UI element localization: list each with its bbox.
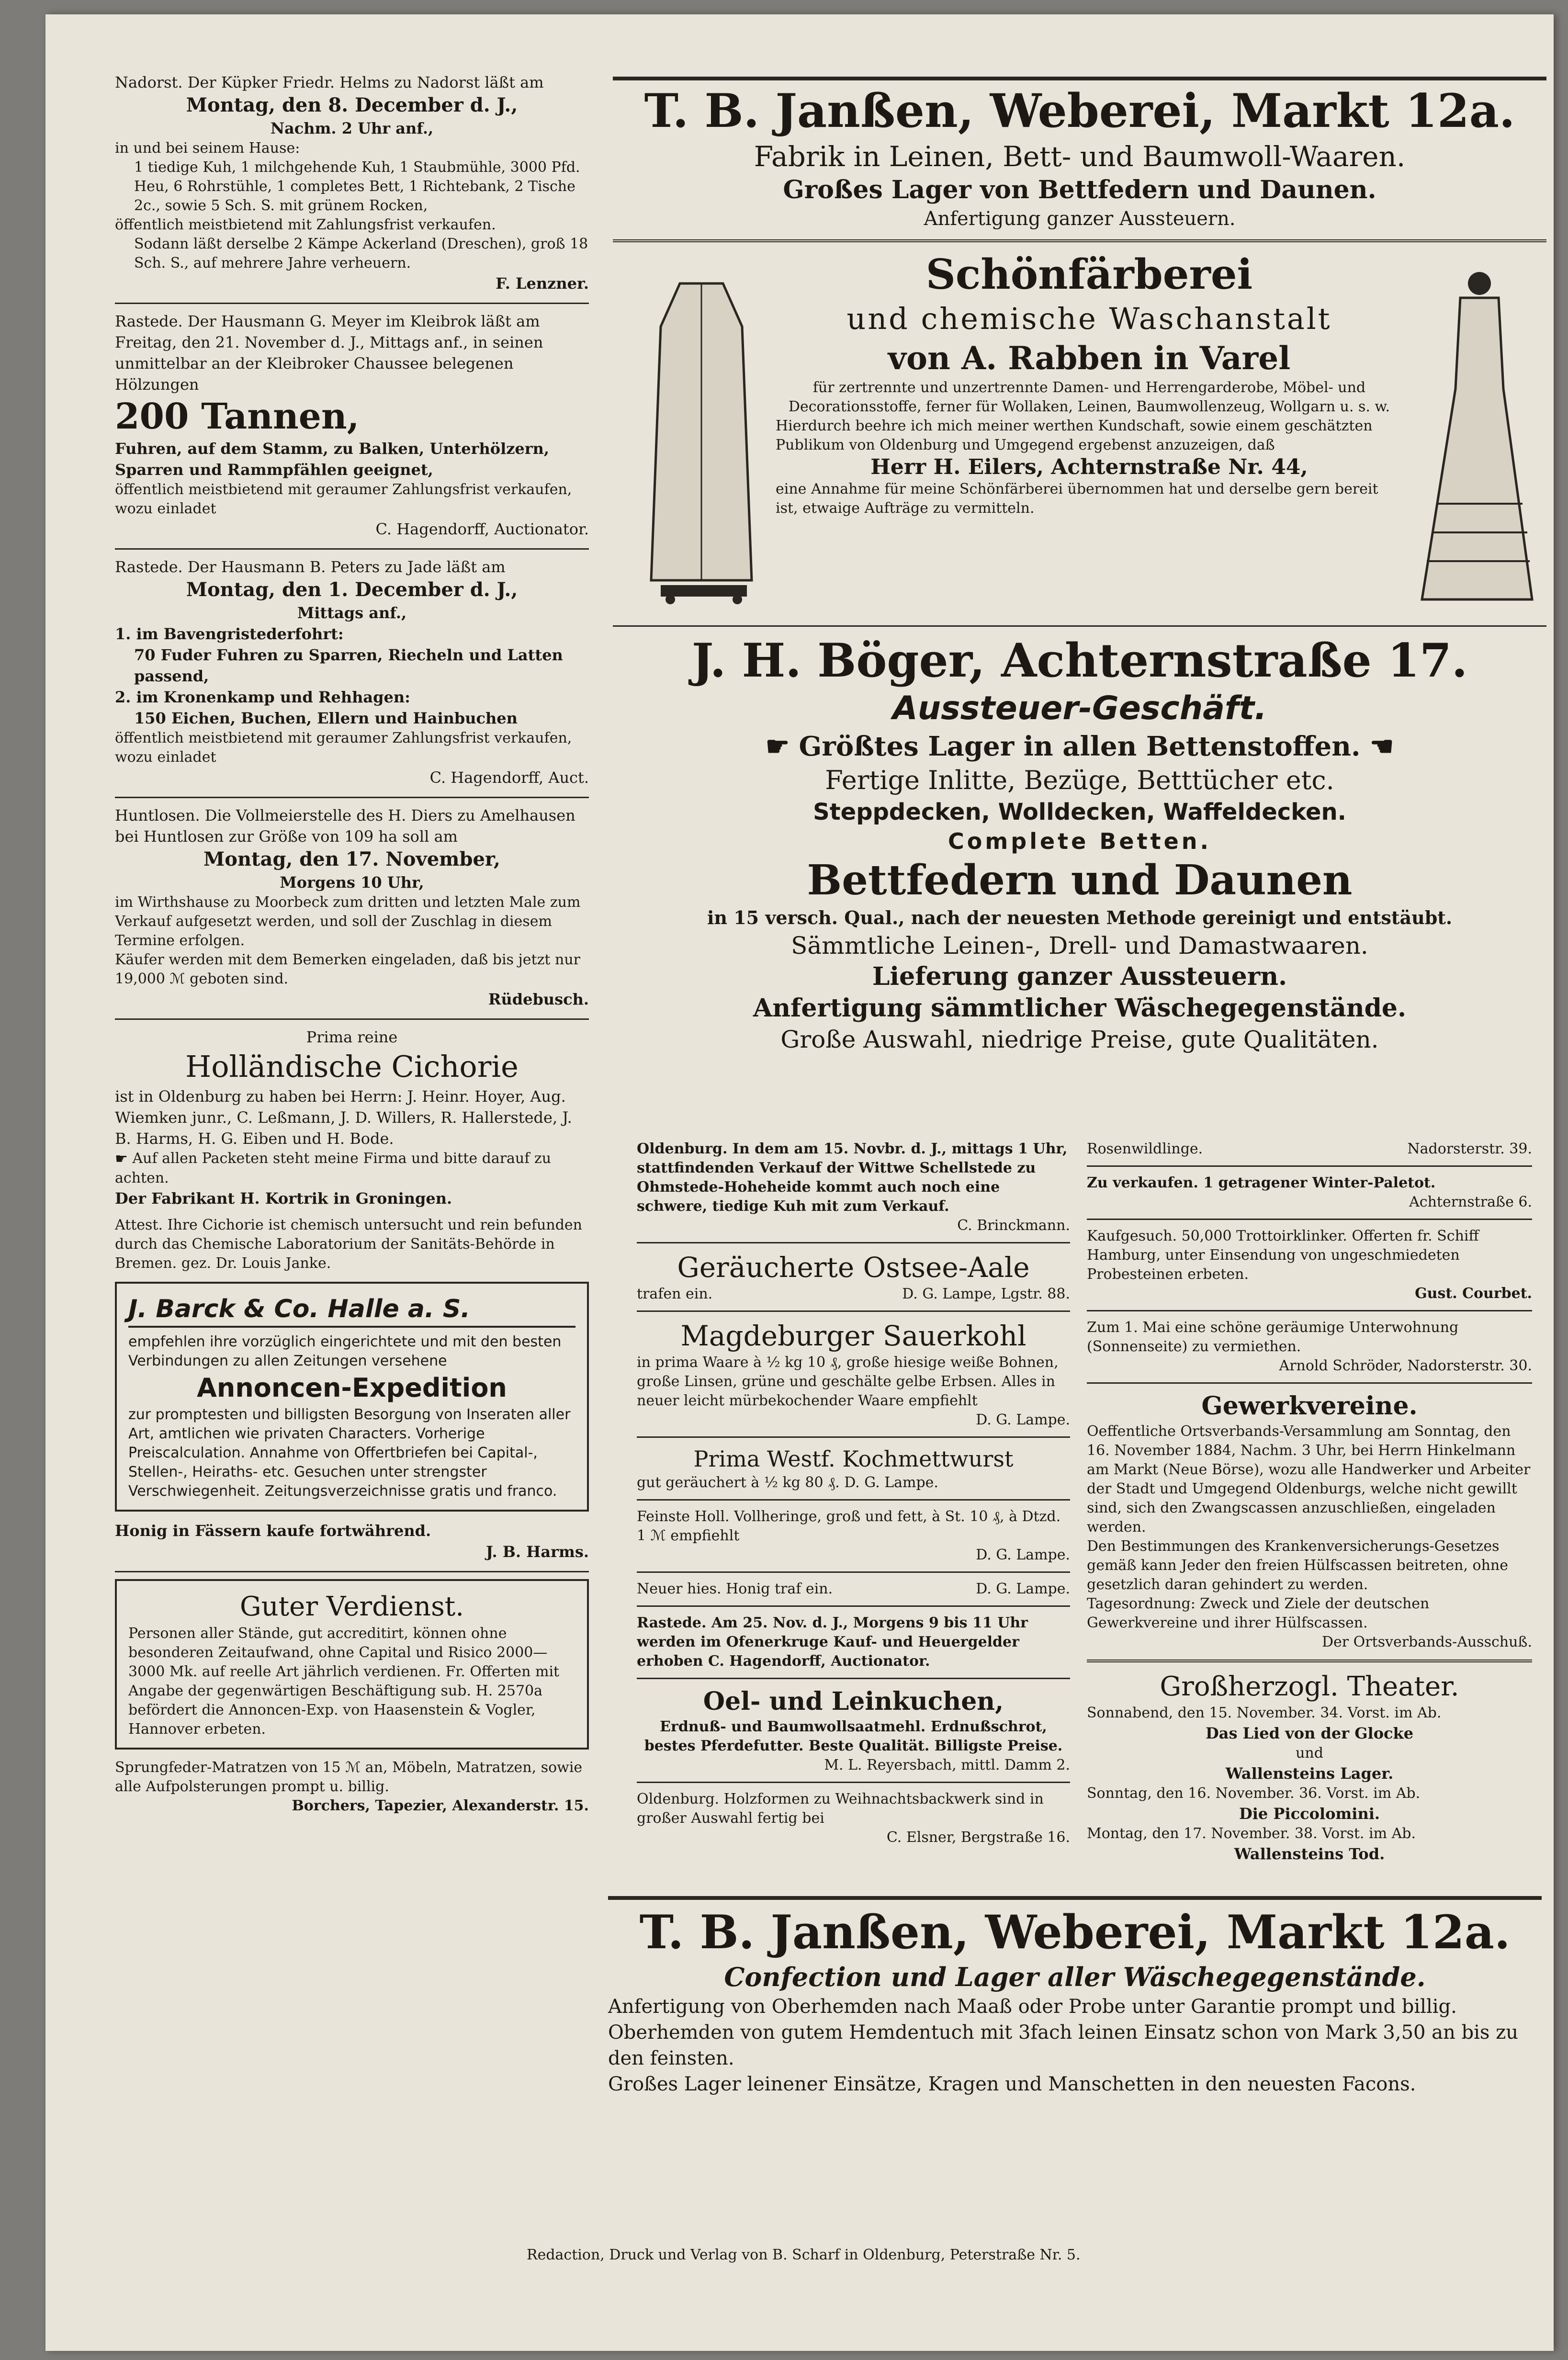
text: für zertrennte und unzertrennte Damen- und Herrengarderobe, Möbel- und Decorationsstoffe, ferner für Wollaken, Leinen, Baumwollenzeug, Wollgarn u. s. w. (788, 379, 1390, 415)
headline: Schönfärberei (925, 250, 1253, 299)
text: Morgens 10 Uhr, (280, 873, 424, 892)
text: Nadorst. Der Küpker Friedr. Helms zu Nadorst läßt am (115, 73, 544, 91)
divider (637, 1782, 1070, 1783)
pointing-hand-icon: ☛ (115, 1151, 128, 1167)
text: Der Fabrikant H. Kortrik in Groningen. (115, 1189, 452, 1208)
divider (637, 1436, 1070, 1438)
ad-rabben (613, 250, 1546, 619)
text (637, 1473, 1070, 1492)
headline: J. H. Böger, Achternstraße 17. (691, 633, 1468, 688)
text: Huntlosen. Die Vollmeierstelle des H. Diers zu Amelhausen bei Huntlosen zur Größe von 109 ha soll am (115, 806, 575, 846)
text: Tagesordnung: Zweck und Ziele der deutschen Gewerkvereine und ihrer Hülfscassen. (1087, 1595, 1430, 1631)
divider (115, 797, 589, 798)
signature: Achternstraße 6. (1409, 1194, 1532, 1210)
pointing-hand-icon: ☛ (765, 731, 790, 762)
dress-illustration-icon (1408, 264, 1542, 609)
divider (115, 1571, 589, 1572)
text: Prima reine (306, 1028, 398, 1046)
text: öffentlich meistbietend mit geraumer Zahlungsfrist verkaufen, wozu einladet (115, 481, 572, 517)
divider (115, 303, 589, 304)
text: Sonntag, den 16. November. 36. Vorst. im Ab. (1087, 1785, 1421, 1802)
text: Erdnuß- und Baumwollsaatmehl. Erdnußschrot, bestes Pferdefutter. Beste Qualität. Billigste Preise. (644, 1718, 1063, 1754)
signature: Nadorsterstr. 39. (1407, 1140, 1532, 1157)
headline: Geräucherte Ostsee-Aale (677, 1251, 1030, 1284)
text: im Wirthshause zu Moorbeck zum dritten und letzten Male zum Verkauf aufgesetzt werden, und soll der Zuschlag in diesem Termine erfolgen. (115, 894, 581, 949)
text (613, 729, 1546, 764)
text: Neuer hies. Honig traf ein. (637, 1581, 833, 1597)
text: ist in Oldenburg zu haben bei Herrn: J. Heinr. Hoyer, Aug. Wiemken junr., C. Leßmann, J. D. Willers, R. Hallerstede, J. B. Harms, H. G. Eiben und H. Bode. (115, 1087, 572, 1148)
headline: Annoncen-Expedition (197, 1373, 507, 1403)
signature: D. G. Lampe. (844, 1474, 938, 1491)
text: eine Annahme für meine Schönfärberei übernommen hat und derselbe gern bereit ist, etwaige Aufträge zu vermitteln. (776, 481, 1378, 517)
divider (613, 625, 1546, 627)
pointing-hand-icon: ☚ (1369, 731, 1394, 762)
divider (637, 1499, 1070, 1501)
text: in prima Waare à ½ kg 10 ₰, große hiesige weiße Bohnen, große Linsen, grüne und geschälte gelbe Erbsen. Alles in neuer leicht mürbekochender Waare empfiehlt (637, 1354, 1059, 1409)
headline: Magdeburger Sauerkohl (680, 1320, 1027, 1352)
signature: Borchers, Tapezier, Alexanderstr. 15. (292, 1797, 589, 1814)
divider (1087, 1219, 1532, 1220)
signature: C. Elsner, Bergstraße 16. (886, 1829, 1070, 1846)
ad-meyer (115, 311, 589, 540)
text: in 15 versch. Qual., nach der neuesten Methode gereinigt und entstäubt. (707, 907, 1453, 928)
text: Montag, den 8. December d. J., (186, 94, 518, 116)
divider (1087, 1382, 1532, 1384)
text: Redaction, Druck und Verlag von B. Scharf in Oldenburg, Peterstraße Nr. 5. (527, 2247, 1081, 2263)
divider (637, 1605, 1070, 1607)
text: Fuhren, auf dem Stamm, zu Balken, Unterhölzern, Sparren und Rammpfählen geeignet, (115, 440, 550, 479)
text: gut geräuchert à ½ kg 80 ₰. (637, 1474, 840, 1491)
text: Rastede. Am 25. Nov. d. J., Morgens 9 bis 11 Uhr werden im Ofenerkruge Kauf- und Heuergelder erhoben C. Hagendorff, Auctionator. (637, 1615, 1028, 1670)
text: Großes Lager leinener Einsätze, Kragen und Manschetten in den neuesten Facons. (608, 2073, 1416, 2095)
headline: Gewerkvereine. (1201, 1391, 1418, 1421)
text: Größtes Lager in allen Bettenstoffen. (799, 731, 1361, 762)
text: Kaufgesuch. 50,000 Trottoirklinker. Offerten fr. Schiff Hamburg, unter Einsendung von ungeschmiedeten Probesteinen erbeten. (1087, 1228, 1479, 1283)
text (637, 1285, 1070, 1304)
text: Große Auswahl, niedrige Preise, gute Qualitäten. (780, 1026, 1379, 1053)
text: öffentlich meistbietend mit geraumer Zahlungsfrist verkaufen, wozu einladet (115, 730, 572, 766)
text: 1 tiedige Kuh, 1 milchgehende Kuh, 1 Staubmühle, 3000 Pfd. Heu, 6 Rohrstühle, 1 completes Bett, 1 Richtebank, 2 Tische 2c., sowie 5 Sch. S. mit grünem Rocken, (134, 159, 580, 214)
text: öffentlich meistbietend mit Zahlungsfrist verkaufen. (115, 216, 496, 233)
ad-barck (115, 1282, 589, 1512)
text: Complete Betten. (948, 828, 1212, 854)
text: Sonnabend, den 15. November. 34. Vorst. im Ab. (1087, 1705, 1442, 1721)
text: Auf allen Packeten steht meine Firma und bitte darauf zu achten. (115, 1150, 552, 1186)
signature: D. G. Lampe, Lgstr. 88. (902, 1286, 1070, 1302)
headline: T. B. Janßen, Weberei, Markt 12a. (639, 1905, 1511, 1959)
headline: Holländische Cichorie (185, 1049, 519, 1084)
ad-helms (115, 72, 589, 294)
signature: Arnold Schröder, Nadorsterstr. 30. (1279, 1357, 1532, 1374)
text: 1. im Bavengristederfohrt: (115, 625, 344, 643)
divider (637, 1242, 1070, 1243)
text: Hierdurch beehre ich mich meiner werthen Kundschaft, sowie einem geschätzten Publikum von Oldenburg und Umgegend ergebenst anzuzeigen, daß (776, 418, 1373, 453)
ad-honig (115, 1520, 589, 1562)
text: Anfertigung von Oberhemden nach Maaß oder Probe unter Garantie prompt und billig. (608, 1996, 1457, 2018)
text: Aussteuer-Geschäft. (892, 689, 1267, 727)
divider (637, 1571, 1070, 1573)
text: Oberhemden von gutem Hemdentuch mit 3fach leinen Einsatz schon von Mark 3,50 an bis zu den feinsten. (608, 2021, 1518, 2069)
text: Feinste Holl. Vollheringe, groß und fett, à St. 10 ₰, à Dtzd. 1 ℳ empfiehlt (637, 1508, 1061, 1544)
signature: F. Lenzner. (496, 274, 589, 293)
text: Steppdecken, Wolldecken, Waffeldecken. (813, 799, 1346, 825)
divider (613, 239, 1546, 242)
text: Montag, den 1. December d. J., (186, 578, 518, 601)
text (637, 1580, 1070, 1599)
text: und chemische Waschanstalt (846, 301, 1332, 336)
text: Personen aller Stände, gut accreditirt, können ohne besonderen Zeitaufwand, ohne Capital und Risico 2000—3000 Mk. auf reelle Art jährlich verdienen. Fr. Offerten mit Angabe der gegenwärtigen Beschäftigung sub. H. 2570a befördert die Annoncen-Exp. von Haasenstein & Vogler, Hannover erbeten. (128, 1625, 560, 1738)
headline: Bettfedern und Daunen (807, 856, 1353, 904)
text: Attest. Ihre Cichorie ist chemisch untersucht und rein befunden durch das Chemische Laboratorium der Sanitäts-Behörde in Bremen. gez. Dr. Louis Janke. (115, 1217, 582, 1272)
text: Montag, den 17. November, (203, 848, 500, 870)
text: Rosenwildlinge. (1087, 1140, 1203, 1157)
headline: T. B. Janßen, Weberei, Markt 12a. (644, 84, 1515, 138)
text: Großes Lager von Bettfedern und Daunen. (783, 175, 1376, 204)
text: und (1296, 1745, 1323, 1762)
text: 70 Fuder Fuhren zu Sparren, Riecheln und Latten passend, (134, 646, 563, 685)
text: Lieferung ganzer Aussteuern. (872, 962, 1287, 991)
text: Mittags anf., (297, 604, 407, 622)
signature: C. Hagendorff, Auctionator. (375, 520, 589, 538)
footer-imprint (527, 2246, 1484, 2265)
text: in und bei seinem Hause: (115, 140, 300, 157)
ad-verdienst (115, 1579, 589, 1750)
ad-boeger (613, 633, 1546, 1055)
signature: C. Brinckmann. (957, 1217, 1070, 1234)
divider (1087, 1165, 1532, 1167)
headline: Großherzogl. Theater. (1160, 1671, 1459, 1702)
signature: Gust. Courbet. (1415, 1285, 1532, 1302)
coat-illustration-icon (632, 269, 771, 604)
text: Confection und Lager aller Wäschegegenstände. (724, 1962, 1426, 1992)
text: Wallensteins Lager. (1225, 1764, 1394, 1783)
divider (115, 548, 589, 550)
text: Fabrik in Leinen, Bett- und Baumwoll-Waaren. (754, 140, 1406, 173)
text: empfehlen ihre vorzüglich eingerichtete und mit den besten Verbindungen zu allen Zeitungen versehene (128, 1333, 562, 1369)
text: Die Piccolomini. (1239, 1805, 1380, 1823)
text: von A. Rabben in Varel (888, 339, 1291, 377)
divider (1087, 1660, 1532, 1662)
text: Oeffentliche Ortsverbands-Versammlung am Sonntag, den 16. November 1884, Nachm. 3 Uhr, bei Herrn Hinkelmann am Markt (Neue Börse), wozu alle Handwerker und Arbeiter der Stadt und Umgegend Oldenburgs, welche nicht gewillt sind, sich den Zwangscassen anzuschließen, eingeladen werden. (1087, 1423, 1531, 1536)
signature: D. G. Lampe. (976, 1581, 1070, 1597)
text (115, 1149, 589, 1188)
signature: D. G. Lampe. (976, 1547, 1070, 1563)
text: Anfertigung sämmtlicher Wäschegegenstände. (753, 994, 1407, 1023)
text: Herr H. Eilers, Achternstraße Nr. 44, (870, 455, 1308, 479)
text: 150 Eichen, Buchen, Ellern und Hainbuchen (134, 709, 518, 727)
divider (115, 1018, 589, 1020)
signature: M. L. Reyersbach, mittl. Damm 2. (824, 1757, 1070, 1773)
text: Oldenburg. In dem am 15. Novbr. d. J., mittags 1 Uhr, stattfindenden Verkauf der Wittwe Schellstede zu Ohmstede-Hoheheide kommt auch noch eine schwere, tiedige Kuh mit zum Verkauf. (637, 1140, 1068, 1215)
signature: D. G. Lampe. (976, 1411, 1070, 1428)
headline: Prima Westf. Kochmettwurst (693, 1446, 1014, 1472)
text: Rastede. Der Hausmann B. Peters zu Jade läßt am (115, 558, 506, 576)
text: 2. im Kronenkamp und Rehhagen: (115, 688, 410, 706)
divider (637, 1310, 1070, 1312)
text: Nachm. 2 Uhr anf., (270, 119, 434, 137)
divider (637, 1678, 1070, 1679)
text: zur promptesten und billigsten Besorgung von Inseraten aller Art, amtlichen wie privaten Characters. Vorherige Preiscalculation. Annahme von Offertbriefen bei Capital-, Stellen-, Heiraths- etc. Gesuchen unter strengster Verschwiegenheit. Zeitungsverzeichnisse gratis und franco. (128, 1406, 571, 1500)
headline: J. Barck & Co. Halle a. S. (128, 1292, 575, 1328)
text: Oldenburg. Holzformen zu Weihnachtsbackwerk sind in großer Auswahl fertig bei (637, 1791, 1044, 1827)
ad-diers (115, 805, 589, 1010)
text: Anfertigung ganzer Aussteuern. (924, 208, 1236, 230)
text: Rastede. Der Hausmann G. Meyer im Kleibrok läßt am Freitag, den 21. November d. J., Mittags anf., in seinen unmittelbar an der Kleibroker Chaussee belegenen Hölzungen (115, 312, 543, 394)
text: Sprungfeder-Matratzen von 15 ℳ an, Möbeln, Matratzen, sowie alle Aufpolsterungen prompt u. billig. (115, 1759, 583, 1795)
ad-borchers (115, 1758, 589, 1816)
text (1087, 1140, 1532, 1159)
signature: Rüdebusch. (488, 990, 589, 1008)
text: Zum 1. Mai eine schöne geräumige Unterwohnung (Sonnenseite) zu vermiethen. (1087, 1319, 1459, 1355)
ad-peters (115, 556, 589, 788)
left-column (115, 72, 589, 2159)
text: Sodann läßt derselbe 2 Kämpe Ackerland (Dreschen), groß 18 Sch. S., auf mehrere Jahre verheuern. (134, 236, 588, 271)
text: Honig in Fässern kaufe fortwährend. (115, 1522, 431, 1540)
headline: Oel- und Leinkuchen, (703, 1687, 1004, 1716)
text: trafen ein. (637, 1286, 713, 1302)
headline: 200 Tannen, (115, 396, 360, 437)
text: Fertige Inlitte, Bezüge, Betttücher etc. (825, 765, 1334, 795)
text: Sämmtliche Leinen-, Drell- und Damastwaaren. (791, 932, 1368, 960)
headline: Guter Verdienst. (239, 1591, 464, 1622)
text: Zu verkaufen. 1 getragener Winter-Paletot. (1087, 1174, 1436, 1191)
text: Montag, den 17. November. 38. Vorst. im Ab. (1087, 1825, 1416, 1842)
text: Käufer werden mit dem Bemerken eingeladen, daß bis jetzt nur 19,000 ℳ geboten sind. (115, 951, 580, 987)
ad-janssen-bottom (608, 1896, 1542, 2097)
text: Wallensteins Tod. (1234, 1845, 1385, 1863)
signature: Der Ortsverbands-Ausschuß. (1321, 1634, 1532, 1650)
signature: J. B. Harms. (485, 1543, 589, 1561)
text: Den Bestimmungen des Krankenversicherungs-Gesetzes gemäß kann Jeder den freien Hülfscassen beitreten, ohne gesetzlich daran gehindert zu werden. (1087, 1538, 1508, 1593)
divider (1087, 1310, 1532, 1311)
ad-janssen-top (613, 77, 1546, 232)
signature: C. Hagendorff, Auct. (429, 768, 589, 787)
ad-cichorie (115, 1027, 589, 1273)
text: Das Lied von der Glocke (1205, 1724, 1414, 1742)
